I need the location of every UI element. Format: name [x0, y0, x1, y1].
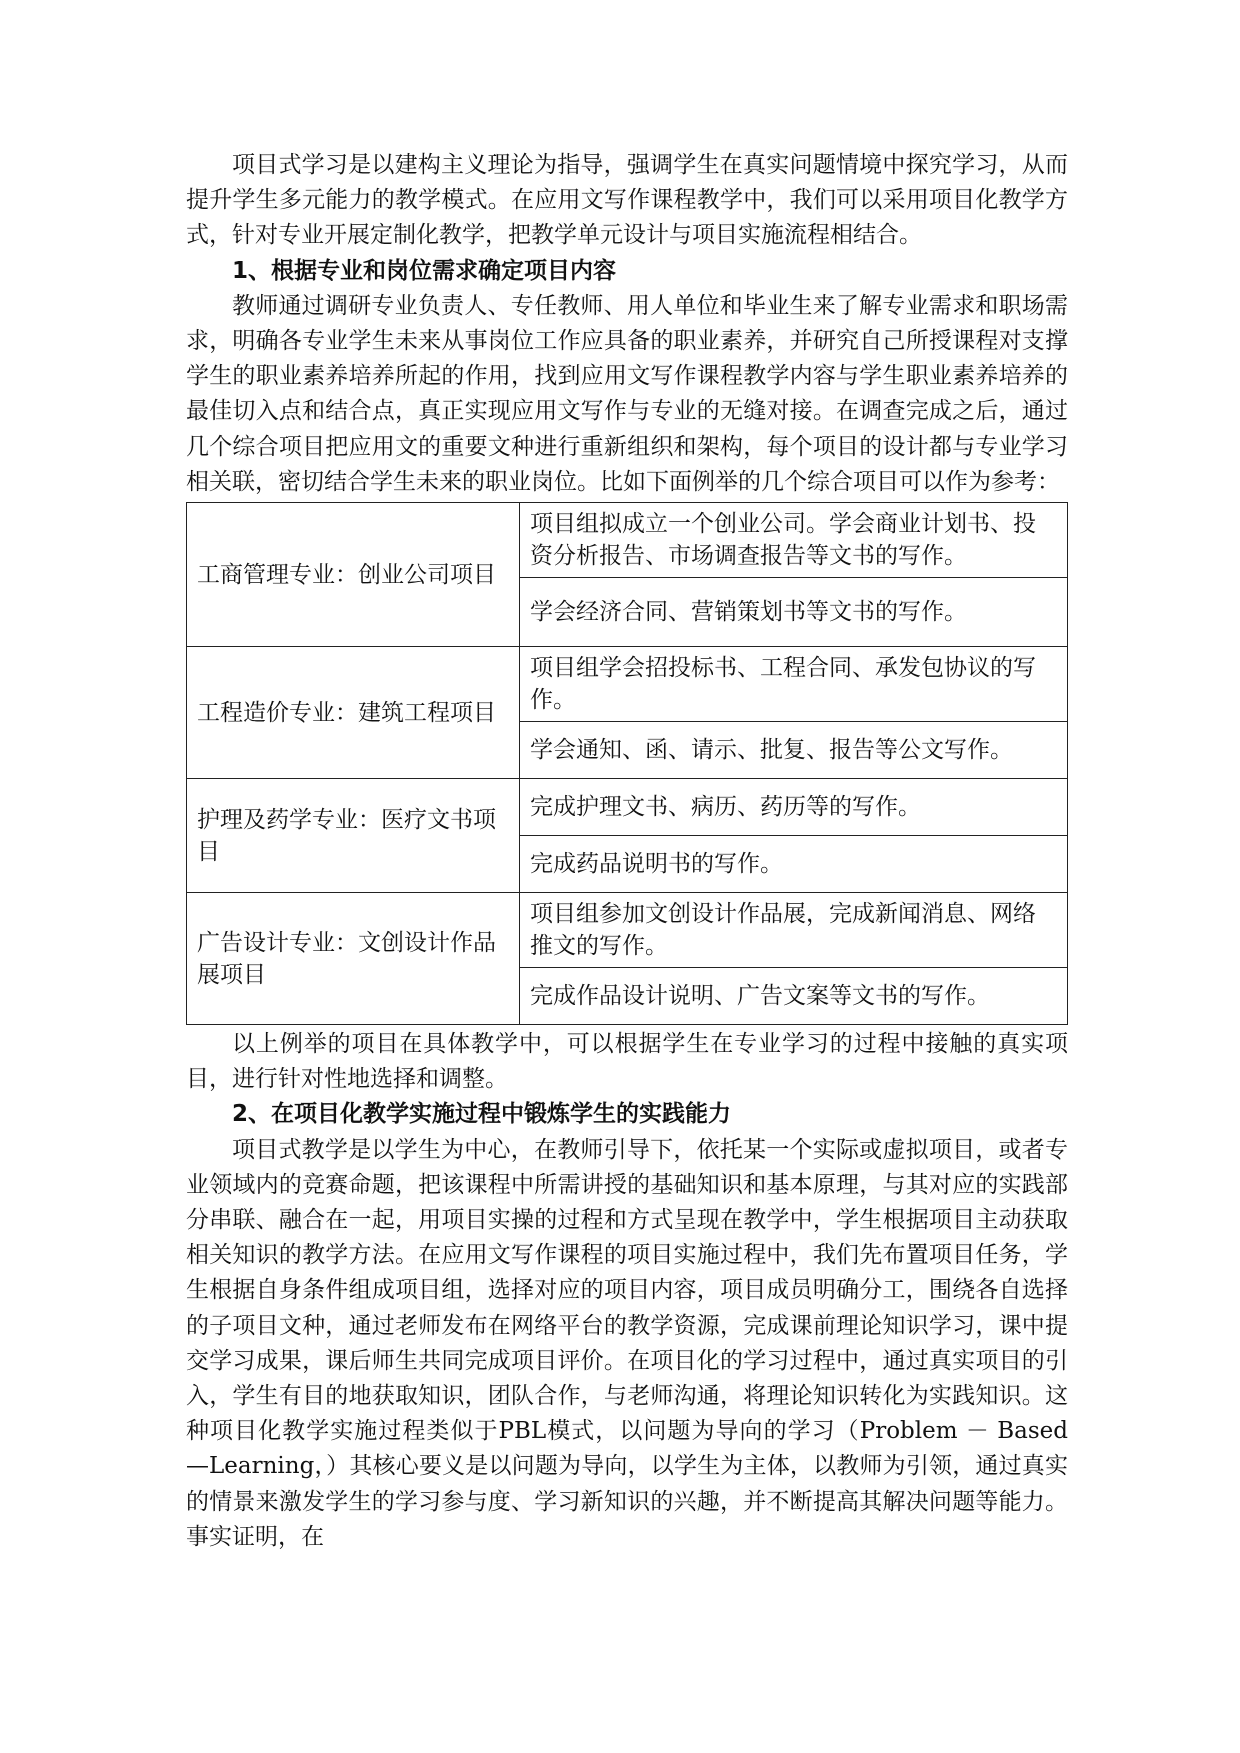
intro-paragraph: 项目式学习是以建构主义理论为指导，强调学生在真实问题情境中探究学习，从而提升学生多元能力的教学模式。在应用文写作课程教学中，我们可以采用项目化教学方式，针对专业开展定制化教学，把教学单元设计与项目实施流程相结合。	[186, 152, 1068, 249]
task-cell: 项目组学会招投标书、工程合同、承发包协议的写作。	[520, 647, 1068, 722]
task-cell: 完成药品说明书的写作。	[520, 836, 1068, 893]
table-row	[187, 647, 1068, 722]
major-cell: 工程造价专业：建筑工程项目	[187, 647, 520, 779]
project-table	[186, 502, 1068, 1025]
task-cell: 项目组参加文创设计作品展，完成新闻消息、网络推文的写作。	[520, 893, 1068, 968]
major-cell: 工商管理专业：创业公司项目	[187, 503, 520, 647]
task-cell: 学会经济合同、营销策划书等文书的写作。	[520, 578, 1068, 647]
table-row	[187, 893, 1068, 968]
task-cell: 完成护理文书、病历、药历等的写作。	[520, 779, 1068, 836]
document-page	[186, 148, 1068, 1555]
after-table-paragraph: 以上例举的项目在具体教学中，可以根据学生在专业学习的过程中接触的真实项目，进行针对性地选择和调整。	[186, 1031, 1068, 1093]
section-1-heading: 1、根据专业和岗位需求确定项目内容	[232, 257, 617, 284]
section-2-heading: 2、在项目化教学实施过程中锻炼学生的实践能力	[232, 1101, 732, 1128]
task-cell: 完成作品设计说明、广告文案等文书的写作。	[520, 968, 1068, 1025]
task-cell: 项目组拟成立一个创业公司。学会商业计划书、投资分析报告、市场调查报告等文书的写作。	[520, 503, 1068, 578]
major-cell: 护理及药学专业：医疗文书项目	[187, 779, 520, 893]
major-cell: 广告设计专业：文创设计作品展项目	[187, 893, 520, 1025]
table-row	[187, 779, 1068, 836]
task-cell: 学会通知、函、请示、批复、报告等公文写作。	[520, 722, 1068, 779]
section-2-paragraph: 项目式教学是以学生为中心，在教师引导下，依托某一个实际或虚拟项目，或者专业领域内的竞赛命题，把该课程中所需讲授的基础知识和基本原理，与其对应的实践部分串联、融合在一起，用项目实操的过程和方式呈现在教学中，学生根据项目主动获取相关知识的教学方法。在应用文写作课程的项目实施过程中，我们先布置项目任务，学生根据自身条件组成项目组，选择对应的项目内容，项目成员明确分工，围绕各自选择的子项目文种，通过老师发布在网络平台的教学资源，完成课前理论知识学习，课中提交学习成果，课后师生共同完成项目评价。在项目化的学习过程中，通过真实项目的引入，学生有目的地获取知识，团队合作，与老师沟通，将理论知识转化为实践知识。这种项目化教学实施过程类似于PBL模式，以问题为导向的学习（Problem － Based —Learning，）其核心要义是以问题为导向，以学生为主体，以教师为引领，通过真实的情景来激发学生的学习参与度、学习新知识的兴趣，并不断提高其解决问题等能力。事实证明，在	[186, 1136, 1068, 1550]
section-1-paragraph: 教师通过调研专业负责人、专任教师、用人单位和毕业生来了解专业需求和职场需求，明确各专业学生未来从事岗位工作应具备的职业素养，并研究自己所授课程对支撑学生的职业素养培养所起的作用，找到应用文写作课程教学内容与学生职业素养培养的最佳切入点和结合点，真正实现应用文写作与专业的无缝对接。在调查完成之后，通过几个综合项目把应用文的重要文种进行重新组织和架构，每个项目的设计都与专业学习相关联，密切结合学生未来的职业岗位。比如下面例举的几个综合项目可以作为参考：	[186, 292, 1068, 495]
table-row	[187, 503, 1068, 578]
